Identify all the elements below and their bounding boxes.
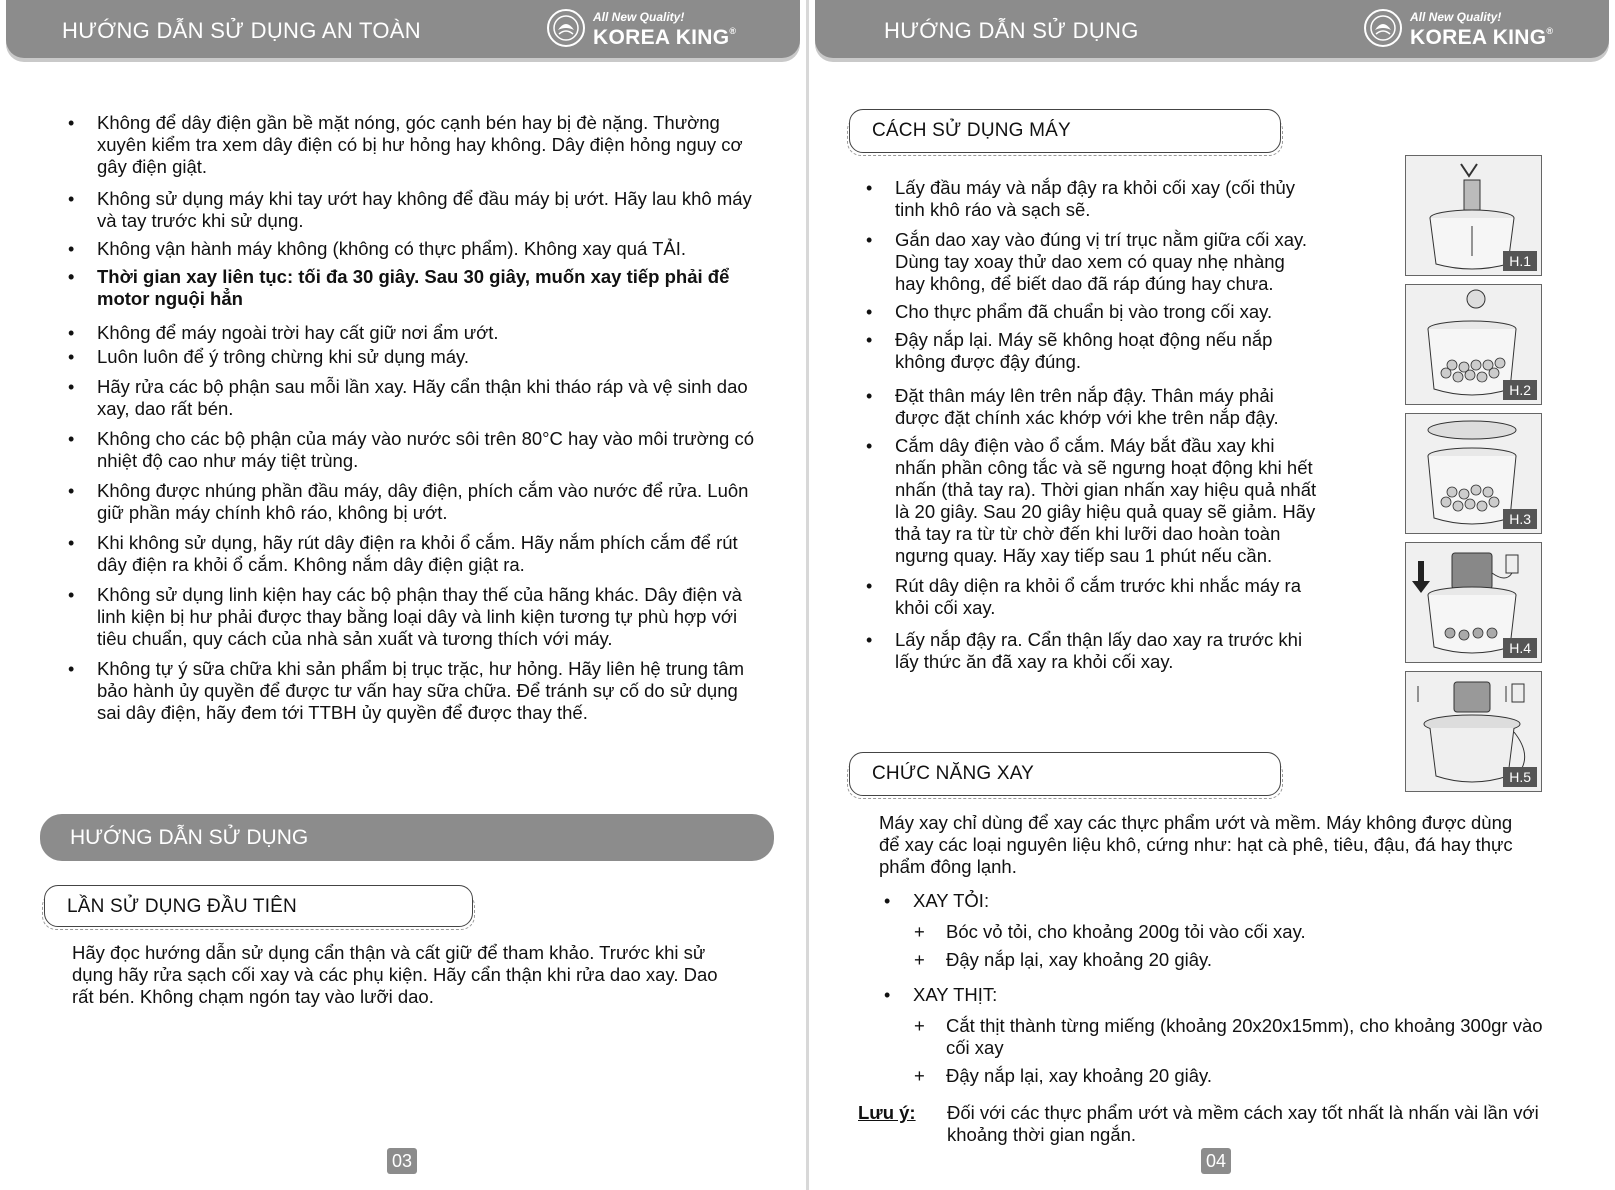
left-header-title: HƯỚNG DẪN SỬ DỤNG AN TOÀN [62,18,421,43]
usage-item: • Gắn dao xay vào đúng vị trí trục nằm giữa cối xay. Dùng tay xoay thử dao xem có quay nhẹ nhàng hay không, để biết dao đã ráp đúng hay chưa. [866,229,1318,295]
function-text: Máy xay chỉ dùng để xay các thực phẩm ướt và mềm. Máy không được dùng để xay các loại nguyên liệu khô, cứng như: hạt cà phê, tiêu, đậu, đá hay thực phẩm đông lạnh. [879,812,1513,877]
logo-tagline: All New Quality! [593,10,685,24]
figure-label: H.4 [1503,638,1537,658]
figure-4 [1405,542,1542,663]
figure-5 [1405,671,1542,792]
figure-2 [1405,284,1542,405]
figure-label: H.5 [1503,767,1537,787]
safety-item: • Không để dây điện gần bề mặt nóng, góc cạnh bén hay bị đè nặng. Thường xuyên kiểm tra xem dây điện có bị hư hỏng hay không. Dây điện hỏng nguy cơ gây điện giật. [68,112,758,178]
korea-king-logo [546,6,736,52]
first-use-text: Hãy đọc hướng dẫn sử dụng cẩn thận và cất giữ để tham khảo. Trước khi sử dụng hãy rửa sạch cối xay và các phụ kiện. Hãy cẩn thận khi rửa dao xay. Dao rất bén. Không chạm ngón tay vào lưỡi dao. [72,942,718,1007]
figure-3 [1405,413,1542,534]
figure-stack [1405,155,1542,800]
note-label: Lưu ý: [858,1102,916,1123]
figure-label: H.1 [1503,251,1537,271]
page-number-right: 04 [1201,1148,1231,1174]
safety-item: • Luôn luôn để ý trông chừng khi sử dụng máy. [68,346,758,368]
page-number-left: 03 [387,1148,417,1174]
right-header [815,0,1609,58]
figure-label: H.3 [1503,509,1537,529]
section-title: HƯỚNG DẪN SỬ DỤNG [70,826,309,849]
safety-item: • Không vận hành máy không (không có thực phẩm). Không xay quá TẢI. [68,238,758,260]
safety-item: • Không được nhúng phần đầu máy, dây điện, phích cắm vào nước để rửa. Luôn giữ phần máy chính khô ráo, không bị ướt. [68,480,758,524]
korea-king-emblem-icon [546,8,586,48]
meat-steps [914,1015,1564,1093]
garlic-title: • XAY TỎI: [884,890,1284,912]
logo-tagline: All New Quality! [1410,10,1502,24]
right-header-title: HƯỚNG DẪN SỬ DỤNG [884,18,1139,43]
logo-brand: KOREA KING® [1410,26,1554,49]
safety-item: • Không tự ý sữa chữa khi sản phẩm bị trục trặc, hư hỏng. Hãy liên hệ trung tâm bảo hành ủy quyền để được tư vấn hay sữa chữa. Để tránh sự cố do sử dụng sai dây điện, hãy đem tới TTBH ủy quyền để được thay thế. [68,658,758,724]
section-bar-usage [40,814,774,861]
first-use-heading [44,885,473,927]
safety-item: • Không cho các bộ phận của máy vào nước sôi trên 80°C hay vào môi trường có nhiệt độ cao như máy tiệt trùng. [68,428,758,472]
korea-king-emblem-icon [1363,8,1403,48]
first-use-title: LẦN SỬ DỤNG ĐẦU TIÊN [67,896,297,917]
step-item: + Đậy nắp lại, xay khoảng 20 giây. [914,949,1554,971]
figure-label: H.2 [1503,380,1537,400]
usage-title: CÁCH SỬ DỤNG MÁY [872,120,1071,141]
usage-item: • Lấy nắp đậy ra. Cẩn thận lấy dao xay ra trước khi lấy thức ăn đã xay ra khỏi cối xay. [866,629,1318,673]
note-text: Đối với các thực phẩm ướt và mềm cách xay tốt nhất là nhấn vài lần với khoảng thời gian ngắn. [947,1102,1539,1145]
left-page [0,0,806,1190]
step-item: + Bóc vỏ tỏi, cho khoảng 200g tỏi vào cối xay. [914,921,1554,943]
usage-list [866,177,1318,673]
function-title: CHỨC NĂNG XAY [872,763,1035,784]
step-item: + Đậy nắp lại, xay khoảng 20 giây. [914,1065,1564,1087]
safety-item: • Khi không sử dụng, hãy rút dây điện ra khỏi ổ cắm. Hãy nắm phích cắm để rút dây điện ra khỏi ổ cắm. Không nắm dây điện giật ra. [68,532,758,576]
logo-brand: KOREA KING® [593,26,737,49]
garlic-heading-list [884,890,1284,912]
usage-item: • Rút dây diện ra khỏi ổ cắm trước khi nhắc máy ra khỏi cối xay. [866,575,1318,619]
usage-item: • Đặt thân máy lên trên nắp đậy. Thân máy phải được đặt chính xác khớp với khe trên nắp đậy. [866,385,1318,429]
usage-item: • Lấy đầu máy và nắp đậy ra khỏi cối xay (cối thủy tinh khô ráo và sạch sẽ. [866,177,1318,221]
meat-heading-list [884,984,1284,1006]
meat-title: • XAY THỊT: [884,984,1284,1006]
safety-item: • Không sử dụng linh kiện hay các bộ phận thay thế của hãng khác. Dây điện và linh kiện bị hư phải được thay bằng loại dây và linh kiện tương tự phù hợp với tiêu chuẩn, quy cách của nhà sản xuất và tương thích với máy. [68,584,758,650]
left-header [6,0,800,58]
safety-item: • Hãy rửa các bộ phận sau mỗi lần xay. Hãy cẩn thận khi tháo ráp và vệ sinh dao xay, dao rất bén. [68,376,758,420]
korea-king-logo-right [1363,6,1553,52]
step-item: + Cắt thịt thành từng miếng (khoảng 20x20x15mm), cho khoảng 300gr vào cối xay [914,1015,1564,1059]
garlic-steps [914,921,1554,977]
safety-list [68,112,758,724]
usage-item: • Cắm dây điện vào ổ cắm. Máy bắt đầu xay khi nhấn phần công tắc và sẽ ngưng hoạt động khi hết nhấn (thả tay ra). Thời gian nhấn xay hiệu quả nhất là 20 giây. Sau 20 giây hiệu quả quay sẽ giảm. Hãy thả tay ra từ từ chờ đến khi lưỡi dao hoàn toàn ngưng quay. Hãy xay tiếp sau 1 phút nếu cần. [866,435,1318,567]
safety-item: • Không để máy ngoài trời hay cất giữ nơi ẩm ướt. [68,322,758,344]
usage-item: • Cho thực phẩm đã chuẩn bị vào trong cối xay. [866,301,1318,323]
figure-1 [1405,155,1542,276]
function-heading [849,752,1281,796]
usage-item: • Đậy nắp lại. Máy sẽ không hoạt động nếu nắp không được đậy đúng. [866,329,1318,373]
safety-item: • Thời gian xay liên tục: tối đa 30 giây. Sau 30 giây, muốn xay tiếp phải để motor nguội hẳn [68,266,758,310]
safety-item: • Không sử dụng máy khi tay ướt hay không để đầu máy bị ướt. Hãy lau khô máy và tay trước khi sử dụng. [68,188,758,232]
usage-heading [849,109,1281,153]
